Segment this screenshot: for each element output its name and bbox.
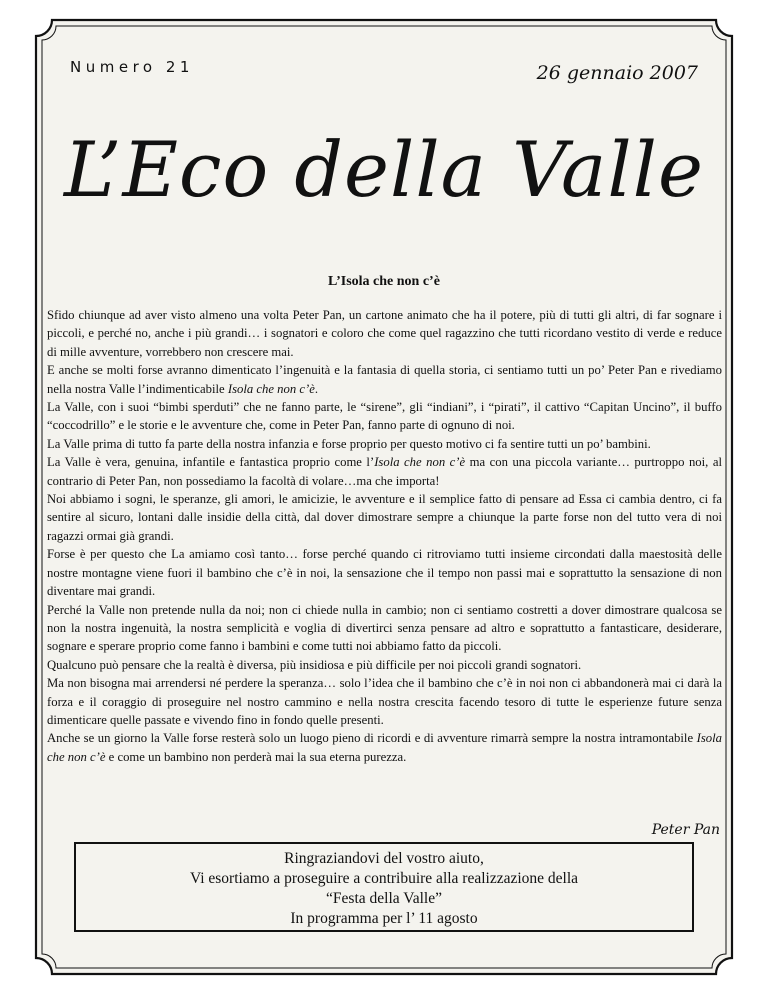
notice-box — [74, 842, 694, 932]
italic-phrase: Isola che non c’è — [47, 731, 722, 764]
article-paragraph: Perché la Valle non pretende nulla da noi; non ci chiede nulla in cambio; non ci sentiamo costretti a dover dimostrare qualcosa se non la nostra ingenuità, la nostra semplicità e voglia di divertirci senza pensare ad altro e soprattutto a fantasticare, desiderare, sognare e sperare proprio come fanno i bambini e come tutti noi abbiamo fatto da piccoli. — [47, 602, 722, 654]
article-paragraph: Noi abbiamo i sogni, le speranze, gli amori, le amicizie, le avventure e il semplice fatto di pensare ad Essa ci cambia dentro, ci fa sentire al sicuro, lontani dalle insidie della città, dal dover dimostrare sempre a chiunque la parte forse non del tutto vera di noi ragazzi ormai già grandi. — [47, 492, 722, 543]
issue-date: 26 gennaio 2007 — [536, 62, 698, 84]
article-title: L’Isola che non c’è — [328, 274, 440, 289]
article-paragraph: Sfido chiunque ad aver visto almeno una volta Peter Pan, un cartone animato che ha il potere, più di tutti gli altri, di far sognare i piccoli, e perché no, anche i più grandi… i sognatori e coloro che come quel ragazzino che tutti ricordano vestito di verde e reduce di mille avventure, vorrebbero non crescere mai. — [47, 308, 722, 359]
article-paragraph: La Valle è vera, genuina, infantile e fantastica proprio come l’Isola che non c’è ma con una piccola variante… purtroppo noi, al contrario di Peter Pan, non possediamo la facoltà di volare…ma che importa! — [47, 455, 722, 488]
article-paragraph: Qualcuno può pensare che la realtà è diversa, più insidiosa e più difficile per noi piccoli grandi sognatori. — [47, 657, 582, 672]
article-body — [47, 306, 722, 766]
newsletter-title: L’Eco della Valle — [64, 125, 704, 214]
article-paragraph: Anche se un giorno la Valle forse resterà solo un luogo pieno di ricordi e di avventure rimarrà sempre la nostra intramontabile Isola che non c’è e come un bambino non perderà mai la sua eterna purezza. — [47, 731, 722, 764]
article-signature: Peter Pan — [651, 822, 720, 838]
italic-phrase: Isola che non c’è — [374, 455, 466, 470]
italic-phrase: Isola che non c’è — [227, 381, 315, 396]
notice-line: Vi esortiamo a proseguire a contribuire alla realizzazione della — [189, 870, 579, 887]
notice-line: Ringraziandovi del vostro aiuto, — [284, 850, 484, 867]
article-paragraph: E anche se molti forse avranno dimenticato l’ingenuità e la fantasia di quella storia, ci sentiamo tutti un po’ Peter Pan e rivediamo nella nostra Valle l’indimenticabile Isola che non c’è. — [47, 363, 722, 396]
article-paragraph: La Valle prima di tutto fa parte della nostra infanzia e forse proprio per questo motivo ci fa sentire tutti un po’ bambini. — [47, 436, 651, 451]
notice-line: “Festa della Valle” — [326, 890, 442, 907]
notice-line: In programma per l’ 11 agosto — [290, 910, 478, 927]
issue-number: Numero 21 — [70, 58, 194, 76]
article-paragraph: La Valle, con i suoi “bimbi sperduti” che ne fanno parte, le “sirene”, gli “indiani”, i “pirati”, il cattivo “Capitan Uncino”, il buffo “coccodrillo” e le storie e le avventure che, come in Peter Pan, fanno parte di ognuno di noi. — [47, 400, 722, 433]
article-paragraph: Forse è per questo che La amiamo così tanto… forse perché quando ci ritroviamo tutti insieme circondati dalla maestosità delle nostre montagne viene fuori il bambino che c’è in noi, la sensazione che il tempo non passi mai e soprattutto la sensazione di non diventare mai grandi. — [47, 547, 722, 599]
article-paragraph: Ma non bisogna mai arrendersi né perdere la speranza… solo l’idea che il bambino che c’è in noi non ci abbandonerà mai ci darà la forza e il coraggio di proseguire nel nostro cammino e nella nostra crescita facendo tesoro di tutte le esperienze future senza dimenticare quelle passate e vivendo fino in fondo quelle presenti. — [47, 676, 722, 727]
